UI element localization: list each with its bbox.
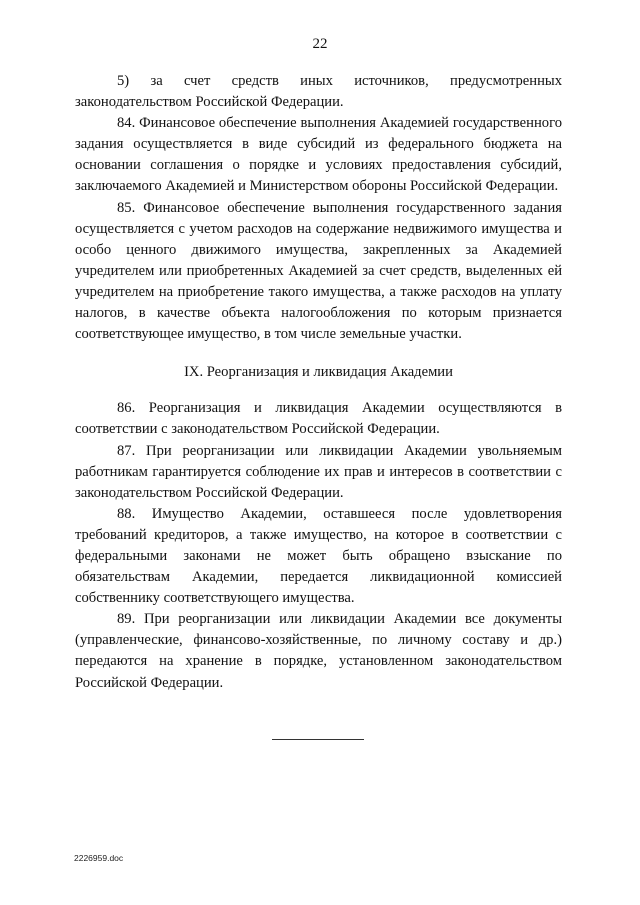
paragraph-84: 84. Финансовое обеспечение выполнения Академией государственного задания осуществляется в виде субсидий из федерального бюджета на основании соглашения о порядке и условиях предоставления субсидий, заключаемого Академией и Министерством обороны Российской Федерации. — [75, 115, 562, 195]
section-heading-reorganization: IX. Реорганизация и ликвидация Академии — [184, 364, 453, 381]
paragraph-86: 86. Реорганизация и ликвидация Академии осуществляются в соответствии с законодательством Российской Федерации. — [75, 400, 562, 438]
paragraph-85: 85. Финансовое обеспечение выполнения государственного задания осуществляется с учетом расходов на содержание недвижимого имущества и особо ценного движимого имущества, закрепленных за Академией учредителем или приобретенных Академией за счет средств, выделенных ей учредителем на приобретение такого имущества, а также расходов на уплату налогов, в качестве объекта налогообложения по которым признается соответствующее имущество, в том числе земельные участки. — [75, 199, 562, 343]
end-of-document-rule — [272, 739, 364, 740]
paragraph-89: 89. При реорганизации или ликвидации Академии все документы (управленческие, финансово-хозяйственные, по личному составу и др.) передаются на хранение в порядке, установленном законодательством Российской Федерации. — [75, 611, 562, 691]
paragraph-88: 88. Имущество Академии, оставшееся после удовлетворения требований кредиторов, а также имущество, на которое в соответствии с федеральными законами не может быть обращено взыскание по обязательствам Академии, передается ликвидационной комиссией собственнику соответствующего имущества. — [75, 505, 562, 607]
footer-file-code: 2226959.doc — [74, 853, 124, 863]
paragraph-87: 87. При реорганизации или ликвидации Академии увольняемым работникам гарантируется соблюдение их прав и интересов в соответствии с законодательством Российской Федерации. — [75, 442, 562, 501]
page-number: 22 — [312, 36, 328, 52]
document-body — [75, 71, 562, 694]
paragraph-item-5: 5) за счет средств иных источников, предусмотренных законодательством Российской Федерации. — [75, 73, 562, 111]
